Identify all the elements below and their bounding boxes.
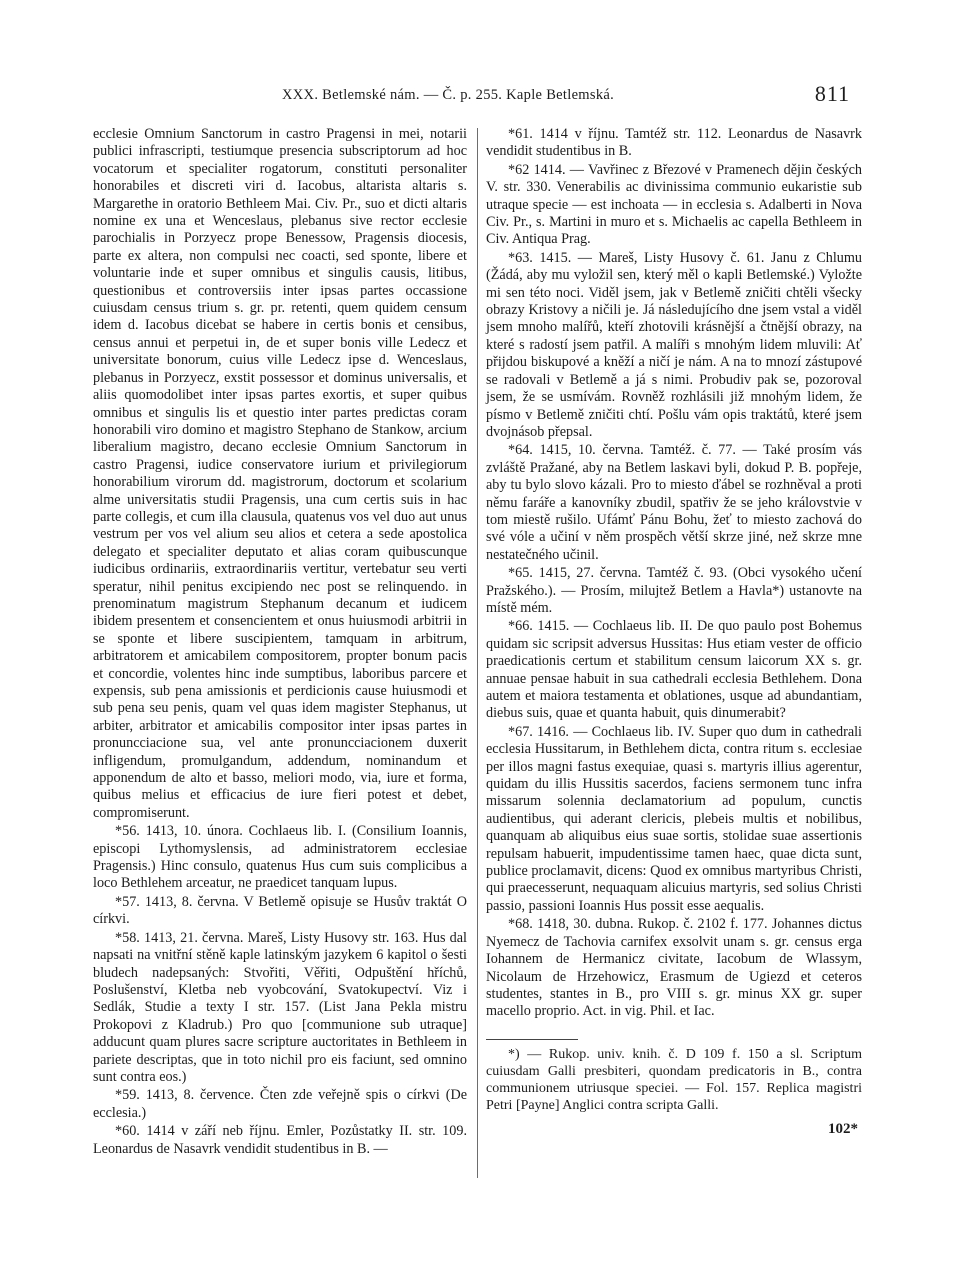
right-column (486, 126, 862, 1138)
footnote-rule (486, 1039, 578, 1040)
entry-66: *66. 1415. — Cochlaeus lib. II. De quo paulo post Bohemus quidam sic scripsit adversus Hussitas: Hus etiam vester de officio praedicationis certum et stabilitum censum laicorum XX s. gr. annuae pensae habuit in sua cathedrali ecclesia Bethlehem. Dona autem et maiora testamenta et oblationes, usque ad abundantiam, diebus suis, quae et quanta habuit, quis dinumerabit? (486, 618, 862, 722)
signature-mark: 102* (828, 1120, 858, 1137)
entry-68: *68. 1418, 30. dubna. Rukop. č. 2102 f. 177. Johannes dictus Nyemecz de Tachovia carnifex exsolvit unam s. gr. census erga Iohannem de Hermanicz civitate, Iacobum de Wlassym, Nicolaum de Hrzehowicz, Erasmum de Ugiezd et ceteros studentes, stantes in B., pro VIII s. gr. minus XX gr. super macello proprio. Act. in vig. Phil. et Iac. (486, 916, 862, 1020)
column-divider (477, 128, 478, 1178)
entry-60: *60. 1414 v září neb říjnu. Emler, Pozůstatky II. str. 109. Leonardus de Nasavrk vendidit studentibus in B. — (93, 1123, 467, 1157)
paragraph-continuation: ecclesie Omnium Sanctorum in castro Pragensi in mei, notarii publici infrascripti, testiumque presencia subscriptorum ad hoc vocatorum et specialiter rogatorum, constituti personaliter honorabiles et discreti viri d. Iacobus, altarista altaris s. Margarethe in oratorio Bethleem Mai. Civ. Pr., suo et dicti altaris nomine ex una et Wenceslaus, plebanus sive rector ecclesie parochialis in Porzyecz prope Benessow, Pragensis diocesis, parte ex altera, non compulsi nec coacti, sed sponte, libere et voluntarie inde et super omnibus et singulis causis, litibus, questionibus et controversiis inter ipsas partes occassione cuiusdam census trium s. gr. pr. retenti, quem quidem censum idem d. Iacobus dicebat se habere in certis bonis et censibus, census annui et perpetui in, de et super bonis ville Ledecz et universitate bonorum, cuius ville Ledecz ipse d. Wenceslaus, plebanus in Porzyecz, exstit possessor et dominus universalis, et aliis quomodolibet inter ipsas partes exortis, et super quibus omnibus et singulis lis et questio inter partes predictas coram honorabili viro domino et magistro Stephano de Stankow, arcium liberalium magistro, decano ecclesie Omnium Sanctorum in castro Pragensi, iudice conservatore iurium et privilegiorum honorabilium virorum dd. magistrorum, doctorum et scolarium alme universitatis studii Pragensis, una cum certis suis in hac parte collegis, et cum illa clausula, quatenus vos vel duo aut unus vestrum per vos vel alium seu alios et cetera a sede apostolica delegato et specialiter deputato et alias coram quibuscunque iudicibus ordinariis, extraordinariis vertitur, vertebatur seu verti speratur, nihil penitus excipiendo nec post se relinquendo. in prenominatum magistrum Stephanum decanum et iudicem ibidem presentem et consencientem et onus huiusmodi arbitrii in se sponte et libere suscipientem, tamquam in arbitrum, arbitratorem et amicabilem compositorem, propter bonum pacis et concordie, volentes hinc inde sumptibus, laboribus parcere et expensis, sub pena amissionis et perdicionis cause huiusmodi et sub pena seu penis, quam vel quas idem magister Stephanus, ut arbiter, arbitrator et amicabilis compositor inter ipsas partes in pronuncciacione sua, vel ante pronuncciacionem duxerit infligendum, promulgandum, addendum, nominandum et apponendum de alto et basso, meliori modo, via, iure et forma, quibus melius et efficacius de iure fieri potest et debet, compromiserunt. (93, 126, 467, 821)
entry-58: *58. 1413, 21. června. Mareš, Listy Husovy str. 163. Hus dal napsati na vnitřní stěně kaple latinským jazykem 6 kapitol o šesti bludech nadepsaných: Stvořiti, Věřiti, Odpuštění hříchů, Poslušenství, Kletba neb vyobcování, Svatokupectví. Viz i Sedlák, Studie a texty I str. 157. (List Jana Pekla mistru Prokopovi z Kladrub.) Pro quo [communione sub utraque] adducunt quam plures sacre scripture auctoritates in Bethleem in pariete descriptas, que in toto nichil pro eis faciunt, sed omnino sunt contra eos.) (93, 929, 467, 1085)
footnote: *) — Rukop. univ. knih. č. D 109 f. 150 a sl. Scriptum cuiusdam Galli presbiteri, quondam predicatoris in B., contra communionem utriusque speciei. — Fol. 157. Replica magistri Petri [Payne] Anglici contra scripta Galli. (486, 1046, 862, 1114)
left-column (93, 126, 467, 1158)
entry-67: *67. 1416. — Cochlaeus lib. IV. Super quo dum in cathedrali ecclesia Hussitarum, in Bethlehem dicta, contra ritum s. ecclesiae per illos magni fastus exequiae, quasi s. martyris illius agerentur, quidam du illis Hussitis sacerdos, faciens sermonem tunc infra missarum solennia declamatorium ad populum, cunctis audientibus, qui aderant clericis, plebeis multis et nobilibus, quanquam ab aliquibus eius suae sortis, stolidae suae assertionis repulsam habuerit, impudentissime tamen haec, quae dicta sunt, publice proclamavit, dicens: Quod ex omnibus martyribus Christi, qui praecesserunt, nequaquam alicuius martyris, sed solius Christi passio, passioni Ioannis Hus possit esse aequalis. (486, 723, 862, 914)
entry-59: *59. 1413, 8. července. Čten zde veřejně spis o církvi (De ecclesia.) (93, 1087, 467, 1121)
running-title: XXX. Betlemské nám. — Č. p. 255. Kaple Betlemská. (282, 87, 615, 103)
entry-65: *65. 1415, 27. června. Tamtéž č. 93. (Obci vysokého učení Pražského.). — Prosím, milujtež Betlem a Havla*) ustanovte na místě mém. (486, 565, 862, 616)
entry-57: *57. 1413, 8. června. V Betlemě opisuje se Husův traktát O církvi. (93, 893, 467, 928)
running-header (92, 81, 850, 111)
entry-63: *63. 1415. — Mareš, Listy Husovy č. 61. Janu z Chlumu (Žádá, aby mu vyložil sen, který měl o kapli Betlemské.) Vyložte mi sen této noci. Viděl jsem, jak v Betlemě zničiti chtěli všecky obrazy Kristovy a ničili je. Já následujícího dne jsem vstal a viděl jsem mnoho malířů, kteří zhotovili krásnější a čtnější obrazy, na které s radostí jsem patřil. A malíři s mnohým lidem mluvili: Ať přijdou biskupové a kněží a ničí je nám. A na to mnozí zástupové se radovali v Betlemě a já s nimi. Probudiv pak se, pozoroval jsem, že se usmívám. Rovněž rozhlásili již mnohým lidem, že písmo v Betlemě zničiti chtí. Pošlu vám opis traktátů, které jsem dvojnásob přepsal. (486, 249, 862, 440)
entry-61: *61. 1414 v říjnu. Tamtéž str. 112. Leonardus de Nasavrk vendidit studentibus in B. (486, 126, 862, 160)
entry-56: *56. 1413, 10. února. Cochlaeus lib. I. (Consilium Ioannis, episcopi Lythomyslensis, ad administratorem ecclesiae Pragensis.) Hinc consulo, quatenus Hus cum suis complicibus a loco Bethlehem arceatur, ne praedicet tanquam lupus. (93, 823, 467, 892)
entry-62: *62 1414. — Vavřinec z Březové v Pramenech dějin českých V. str. 330. Venerabilis ac divinissima communio eukaristie sub utraque specie — est inchoata — in ecclesia s. Adalberti in Nova Civ. Pr., s. Martini in muro et s. Michaelis ac capella Bethleem in Civ. Antiqua Prag. (486, 161, 862, 248)
page-number: 811 (814, 81, 850, 106)
entry-64: *64. 1415, 10. června. Tamtéž. č. 77. — Také prosím vás zvláště Pražané, aby na Betlem laskavi byli, dokud P. B. popřeje, aby tu bylo slovo kázali. Pro to miesto ďábel se rozhněval a proti němu faráře a kanovníky zbudil, spatřiv že se jeho královstvie v tom miestě rušilo. Ufámť Pánu Bohu, žeť to miesto zachová do své vóle a učiní v něm prospěch větší skrze jiné, než skrze mne nestatečného učinil. (486, 442, 862, 563)
